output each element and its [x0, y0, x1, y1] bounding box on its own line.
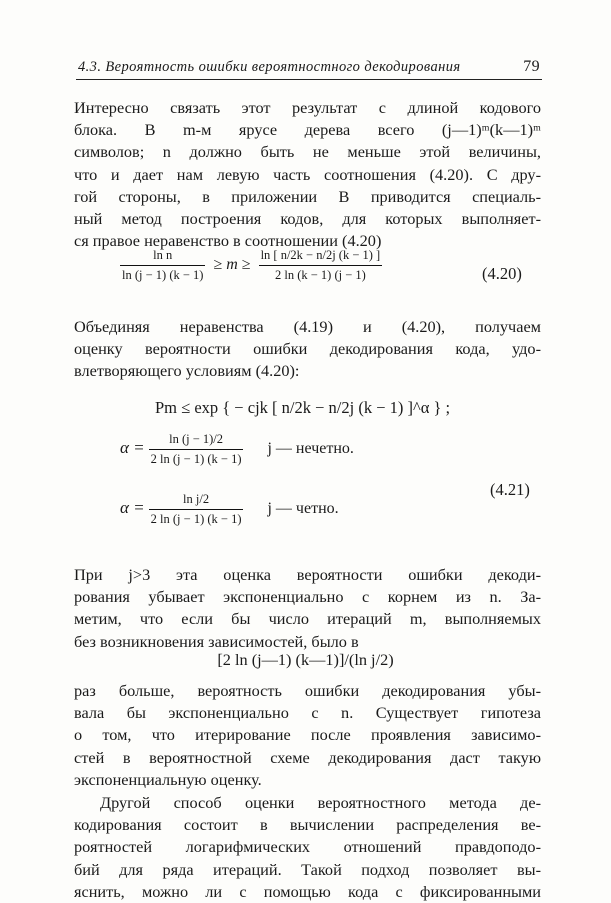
header-rule [76, 79, 542, 80]
paragraph-4 [74, 680, 541, 791]
text-line: яснить, можно ли с помощью кода с фиксированными [74, 881, 541, 901]
text-line: Объединяя неравенства (4.19) и (4.20), получаем [74, 317, 541, 336]
text-line: рования убывает экспоненциально с корнем из n. За- [74, 587, 541, 607]
eq421-even-numerator: ln j/2 [149, 492, 244, 510]
text-line: оценку вероятности ошибки декодирования кода, удо- [74, 339, 541, 359]
eq420-left-fraction [120, 248, 205, 283]
text-line: Интересно связать этот результат с длиной кодового [74, 98, 541, 117]
text-line: гой стороны, в приложении В приводится специаль- [74, 186, 541, 206]
text-line: метим, что если бы число итераций m, выполняемых [74, 609, 541, 629]
eq421-odd-fraction [149, 432, 244, 467]
text-line: роятностей логарифмических отношений правдоподо- [74, 837, 541, 857]
equation-number-4-21: (4.21) [490, 480, 530, 499]
eq420-left-numerator: ln n [120, 248, 205, 266]
text-line: кодирования состоит в вычислении распределения ве- [74, 815, 541, 835]
eq421-probability-line: Pm ≤ exp { − cjk [ n/2k − n/2j (k − 1) ]^α } ; [155, 398, 451, 417]
eq421-odd-label: j — нечетно. [267, 440, 354, 458]
text-line: символов; n должно быть не меньше этой величины, [74, 142, 541, 162]
eq421-alpha-odd: α = $\frac{\ln (j - 1)/2}{2 \ln (j - 1) (k - 1)}$ j — нечетно. [120, 432, 354, 466]
equation-number-4-20: (4.20) [482, 264, 522, 283]
text-line: Другой способ оценки вероятностного метода де- [100, 793, 541, 812]
eq421-odd-numerator: ln (j − 1)/2 [149, 432, 244, 450]
eq420-left-denominator: ln (j − 1) (k − 1) [122, 268, 204, 282]
text-line: ся правое неравенство в соотношении (4.20) [74, 231, 382, 251]
header-title: 4.3. Вероятность ошибки вероятностного декодирования [78, 59, 461, 75]
eq420-right-numerator: ln [ n/2k − n/2j (k − 1) ] [259, 248, 383, 266]
factor-formula: [2 ln (j—1) (k—1)]/(ln j/2) [217, 650, 394, 669]
equation-4-20 [120, 248, 382, 283]
text-line: блока. В m-м ярусе дерева всего (j—1)ᵐ(k—1)ᵐ [74, 120, 541, 140]
paragraph-3 [74, 564, 541, 653]
text-line: влетворяющего условиям (4.20): [74, 361, 300, 381]
text-line: о том, что итерирование после проявления зависимо- [74, 725, 541, 745]
eq421-even-denominator: 2 ln (j − 1) (k − 1) [150, 512, 242, 526]
eq421-even-fraction [149, 492, 244, 527]
eq420-inequality: ≥ m ≥ [213, 256, 251, 274]
text-line: вала бы экспоненциально с n. Существует гипотеза [74, 703, 541, 723]
paragraph-1 [74, 97, 541, 252]
text-line: без возникновения зависимостей, было в [74, 631, 359, 651]
text-line: При j>3 эта оценка вероятности ошибки декоди- [74, 565, 541, 584]
eq420-right-denominator: 2 ln (k − 1) (j − 1) [274, 268, 366, 282]
eq421-odd-denominator: 2 ln (j − 1) (k − 1) [150, 452, 242, 466]
page-number: 79 [523, 58, 540, 75]
paragraph-2 [74, 316, 541, 383]
eq420-right-fraction [259, 248, 383, 283]
paragraph-5 [74, 792, 541, 903]
text-line: ный метод построения кодов, для которых выполняет- [74, 209, 541, 229]
eq421-even-label: j — четно. [267, 500, 339, 518]
text-line: стей в вероятностной схеме декодирования даст такую [74, 747, 541, 767]
text-line: бий для ряда итераций. Такой подход позволяет вы- [74, 859, 541, 879]
text-line: экспоненциальную оценку. [74, 769, 262, 789]
running-header [78, 58, 540, 76]
eq421-alpha-even: α = $\frac{\text{ln j/2}}{2 \ln (j - 1) (k - 1)}$ j — четно. [120, 492, 339, 526]
text-line: что и дает нам левую часть соотношения (4.20). С дру- [74, 164, 541, 184]
text-line: раз больше, вероятность ошибки декодирования убы- [74, 681, 541, 700]
